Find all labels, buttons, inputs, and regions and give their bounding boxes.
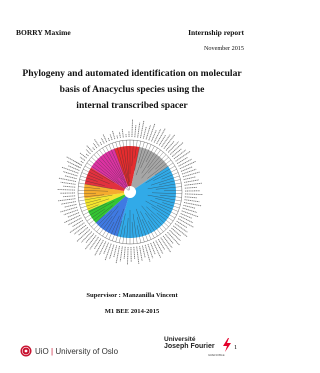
tip-label [138,123,140,138]
tip-label [63,196,75,197]
tip-label [61,167,78,173]
tip-label [80,157,85,160]
tip-label [132,119,133,137]
tip-label [68,218,81,225]
tip-label [142,246,145,258]
tip-label [185,183,203,185]
tip-label [124,247,125,259]
tip-label [134,247,135,259]
tip-label [184,177,196,180]
tip-label [185,197,197,198]
tip-label [86,150,90,154]
tip-label [184,202,202,205]
tip-label [65,176,77,179]
uio-seal-icon [20,345,32,357]
tip-label [177,221,187,227]
tip-label [117,135,118,138]
tip-label [154,129,161,142]
title-line-3: internal transcribed spacer [76,100,188,111]
tip-label [86,154,88,156]
tip-label [100,142,102,145]
tip-label [159,135,165,145]
tip-label [127,247,128,265]
tip-label [185,187,197,188]
tip-label [61,182,76,184]
tip-label [122,128,123,137]
tip-label [166,141,174,150]
tip-label [140,246,143,261]
tip-label [57,189,75,190]
tip-label [179,216,192,223]
tip-label [174,150,186,159]
tip-label [61,202,76,205]
ujf-wordmark-line-3: GRENOBLE [208,353,225,357]
tip-label [58,178,76,181]
tip-label [114,245,117,257]
tip-label [81,232,91,243]
tip-label [149,123,155,140]
supervisor-line: Supervisor : Manzanilla Vincent [86,292,178,299]
tip-label [153,242,161,258]
tip-label [181,213,192,218]
tip-label [108,138,109,141]
tip-label [172,149,181,157]
tip-label [99,241,106,254]
tip-label [140,120,143,138]
tip-label [74,225,86,234]
tip-label [120,246,122,261]
ujf-bolt-icon [222,338,232,352]
tip-label [146,125,150,139]
tip-label [156,241,163,254]
tip-label [183,205,195,208]
tip-label [110,134,112,140]
tip-label [105,244,111,261]
tip-label [67,161,80,168]
tip-label [182,211,199,217]
tip-label [64,215,80,223]
tip-label [110,245,114,259]
tip-label [86,234,94,243]
tip-label [94,139,99,146]
tip-label [94,239,100,249]
circular-phylogenetic-tree [40,112,220,272]
tip-label [179,159,192,166]
title-line-1: Phylogeny and automated identification on molecular [22,68,242,79]
tip-label [184,180,199,183]
tip-label [163,236,172,248]
page-number: 1 [234,344,238,351]
tip-label [112,130,114,139]
tip-label [93,143,97,148]
tip-label [65,204,77,207]
tip-label [116,246,119,264]
tip-label [63,172,77,176]
tip-label [66,157,82,166]
tip-label [63,186,75,187]
tip-label [101,138,104,143]
tip-label [170,230,181,240]
tip-label [135,125,136,137]
uio-logo [20,343,118,359]
tip-label [137,247,139,265]
tip-label [90,237,99,249]
tip-label [81,161,84,163]
tip-label [185,194,203,195]
ujf-wordmark-line-2: Joseph Fourier [164,343,215,350]
tip-label [58,199,76,201]
tip-label [162,135,171,147]
tip-label [104,243,109,254]
tip-label [183,208,197,212]
tip-label [184,200,199,202]
tip-label [79,227,88,235]
tip-label [93,148,95,150]
program-line: M1 BEE 2014-2015 [104,308,160,315]
tip-label [180,161,196,169]
tip-label [175,224,187,233]
tip-label [68,166,79,171]
document-type: Internship report [188,28,244,37]
tip-label [165,234,173,243]
ujf-logo [164,336,232,360]
author-name: BORRY Maxime [16,28,71,37]
report-date: November 2015 [203,45,244,52]
tip-label [143,127,146,139]
ujf-wordmark-line-1: Université [164,336,196,343]
tip-label [80,153,87,159]
tip-label [151,130,156,141]
tip-label [103,134,107,142]
uio-wordmark: UiO | University of Oslo [35,346,119,356]
title-line-2: basis of Anacyclus species using the [59,84,205,95]
tip-label [119,132,120,138]
tip-label [172,228,181,236]
tip-label [168,142,178,153]
